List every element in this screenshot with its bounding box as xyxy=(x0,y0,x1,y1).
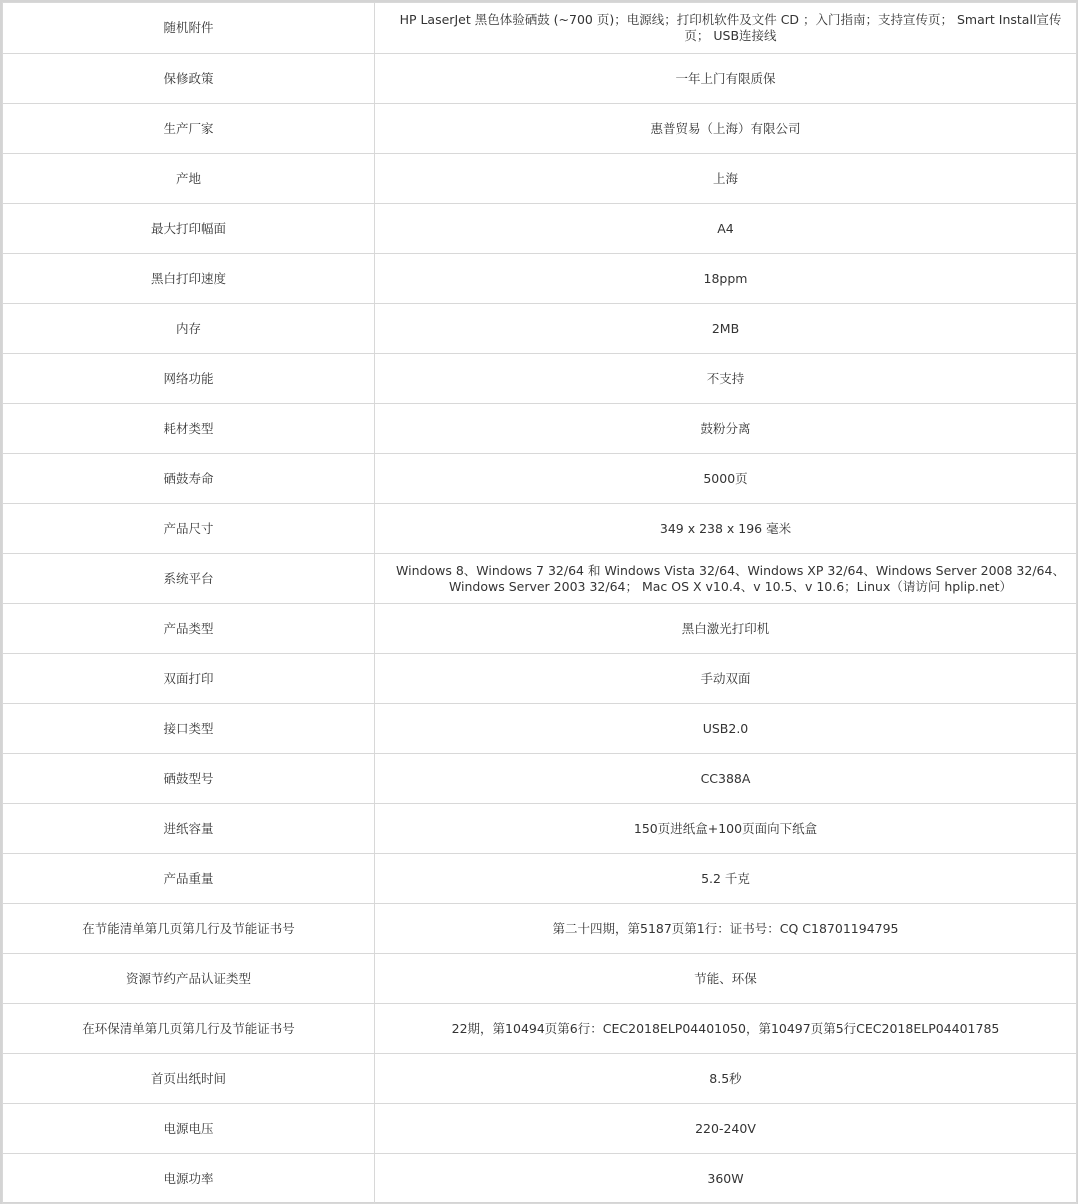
spec-label: 产品类型 xyxy=(3,604,375,654)
spec-value: HP LaserJet 黑色体验硒鼓 (~700 页)；电源线；打印机软件及文件 CD ；入门指南；支持宣传页； Smart Install宣传页； USB连接线 xyxy=(375,3,1077,54)
table-row xyxy=(3,54,1077,104)
spec-value: 节能、环保 xyxy=(375,954,1077,1004)
spec-value: 5.2 千克 xyxy=(375,854,1077,904)
table-row xyxy=(3,1104,1077,1154)
spec-label: 内存 xyxy=(3,304,375,354)
spec-value: 220-240V xyxy=(375,1104,1077,1154)
spec-value: 22期，第10494页第6行：CEC2018ELP04401050，第10497页第5行CEC2018ELP04401785 xyxy=(375,1004,1077,1054)
table-row xyxy=(3,3,1077,54)
spec-label: 电源功率 xyxy=(3,1154,375,1204)
spec-value: 上海 xyxy=(375,154,1077,204)
spec-label: 黑白打印速度 xyxy=(3,254,375,304)
table-row xyxy=(3,954,1077,1004)
spec-value: A4 xyxy=(375,204,1077,254)
table-row xyxy=(3,304,1077,354)
spec-value: CC388A xyxy=(375,754,1077,804)
spec-label: 随机附件 xyxy=(3,3,375,54)
spec-label: 进纸容量 xyxy=(3,804,375,854)
table-row xyxy=(3,904,1077,954)
table-row xyxy=(3,554,1077,604)
spec-label: 硒鼓型号 xyxy=(3,754,375,804)
table-row xyxy=(3,604,1077,654)
table-row xyxy=(3,454,1077,504)
table-row xyxy=(3,854,1077,904)
table-row xyxy=(3,704,1077,754)
spec-label: 资源节约产品认证类型 xyxy=(3,954,375,1004)
spec-value: 5000页 xyxy=(375,454,1077,504)
spec-value: 手动双面 xyxy=(375,654,1077,704)
spec-label: 在节能清单第几页第几行及节能证书号 xyxy=(3,904,375,954)
spec-value: 第二十四期，第5187页第1行：证书号：CQ C18701194795 xyxy=(375,904,1077,954)
spec-label: 保修政策 xyxy=(3,54,375,104)
spec-label: 最大打印幅面 xyxy=(3,204,375,254)
table-row xyxy=(3,1004,1077,1054)
spec-label: 网络功能 xyxy=(3,354,375,404)
spec-label: 在环保清单第几页第几行及节能证书号 xyxy=(3,1004,375,1054)
spec-value: 2MB xyxy=(375,304,1077,354)
spec-value: 黑白激光打印机 xyxy=(375,604,1077,654)
table-row xyxy=(3,204,1077,254)
table-row xyxy=(3,654,1077,704)
spec-table xyxy=(2,2,1077,1204)
spec-label: 生产厂家 xyxy=(3,104,375,154)
spec-label: 首页出纸时间 xyxy=(3,1054,375,1104)
table-row xyxy=(3,504,1077,554)
spec-value: 360W xyxy=(375,1154,1077,1204)
spec-value: USB2.0 xyxy=(375,704,1077,754)
spec-label: 双面打印 xyxy=(3,654,375,704)
spec-value: 8.5秒 xyxy=(375,1054,1077,1104)
table-row xyxy=(3,104,1077,154)
spec-value: 349 x 238 x 196 毫米 xyxy=(375,504,1077,554)
spec-value: 150页进纸盒+100页面向下纸盒 xyxy=(375,804,1077,854)
spec-value: 惠普贸易（上海）有限公司 xyxy=(375,104,1077,154)
table-row xyxy=(3,254,1077,304)
table-row xyxy=(3,354,1077,404)
table-row xyxy=(3,1154,1077,1204)
spec-value: 不支持 xyxy=(375,354,1077,404)
spec-label: 产品重量 xyxy=(3,854,375,904)
spec-label: 系统平台 xyxy=(3,554,375,604)
spec-label: 产品尺寸 xyxy=(3,504,375,554)
table-row xyxy=(3,754,1077,804)
spec-label: 产地 xyxy=(3,154,375,204)
table-row xyxy=(3,404,1077,454)
spec-value: 18ppm xyxy=(375,254,1077,304)
spec-value: Windows 8、Windows 7 32/64 和 Windows Vista 32/64、Windows XP 32/64、Windows Server 2008 32/64、Windows Server 2003 32/64； Mac OS X v10.4、v 10.5、v 10.6；Linux（请访问 hplip.net） xyxy=(375,554,1077,604)
table-row xyxy=(3,1054,1077,1104)
spec-value: 鼓粉分离 xyxy=(375,404,1077,454)
table-row xyxy=(3,154,1077,204)
spec-label: 硒鼓寿命 xyxy=(3,454,375,504)
spec-value: 一年上门有限质保 xyxy=(375,54,1077,104)
spec-label: 电源电压 xyxy=(3,1104,375,1154)
table-row xyxy=(3,804,1077,854)
spec-label: 接口类型 xyxy=(3,704,375,754)
spec-label: 耗材类型 xyxy=(3,404,375,454)
